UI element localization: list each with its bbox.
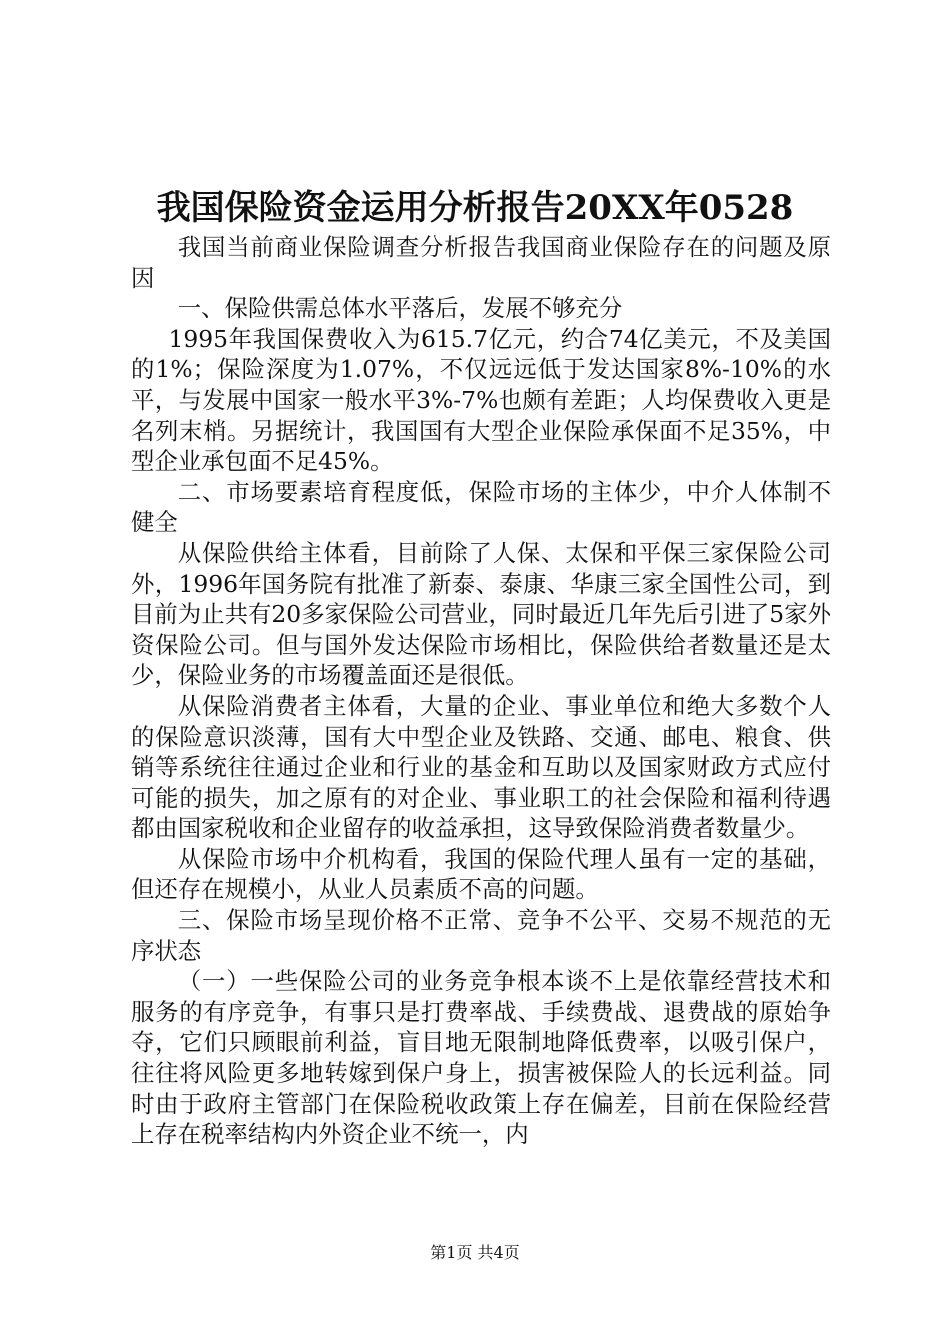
paragraph-2: 从保险供给主体看，目前除了人保、太保和平保三家保险公司外，1996年国务院有批准了新泰、泰康、华康三家全国性公司，到目前为止共有20多家保险公司营业，同时最近几年先后引进了5家外资保险公司。但与国外发达保险市场相比，保险供给者数量还是太少，保险业务的市场覆盖面还是很低。 bbox=[131, 538, 831, 690]
section-heading-3: 三、保险市场呈现价格不正常、竞争不公平、交易不规范的无序状态 bbox=[131, 906, 831, 965]
paragraph-5: （一）一些保险公司的业务竞争根本谈不上是依靠经营技术和服务的有序竞争，有事只是打费率战、手续费战、退费战的原始争夺，它们只顾眼前利益，盲目地无限制地降低费率，以吸引保户，往往将风险更多地转嫁到保户身上，损害被保险人的长远利益。同时由于政府主管部门在保险税收政策上存在偏差，目前在保险经营上存在税率结构内外资企业不统一，内 bbox=[131, 967, 831, 1149]
document-title: 我国保险资金运用分析报告20XX年0528 bbox=[156, 188, 794, 228]
paragraph-3: 从保险消费者主体看，大量的企业、事业单位和绝大多数个人的保险意识淡薄，国有大中型企业及铁路、交通、邮电、粮食、供销等系统往往通过企业和行业的基金和互助以及国家财政方式应付可能的损失，加之原有的对企业、事业职工的社会保险和福利待遇都由国家税收和企业留存的收益承担，这导致保险消费者数量少。 bbox=[131, 691, 831, 843]
paragraph-4: 从保险市场中介机构看，我国的保险代理人虽有一定的基础，但还存在规模小，从业人员素质不高的问题。 bbox=[131, 844, 831, 904]
section-heading-2: 二、市场要素培育程度低，保险市场的主体少，中介人体制不健全 bbox=[131, 477, 831, 537]
paragraph-intro: 我国当前商业保险调查分析报告我国商业保险存在的问题及原因 bbox=[131, 233, 831, 292]
document-body bbox=[131, 232, 831, 1150]
paragraph-1: 1995年我国保费收入为615.7亿元，约合74亿美元，不及美国的1%；保险深度为1.07%，不仅远远低于发达国家8%-10%的水平，与发展中国家一般水平3%-7%也颇有差距；人均保费收入更是名列末梢。另据统计，我国国有大型企业保险承保面不足35%，中型企业承包面不足45%。 bbox=[131, 324, 831, 476]
section-heading-1: 一、保险供需总体水平落后，发展不够充分 bbox=[177, 294, 623, 323]
page-footer: 第1页 共4页 bbox=[430, 1243, 520, 1262]
